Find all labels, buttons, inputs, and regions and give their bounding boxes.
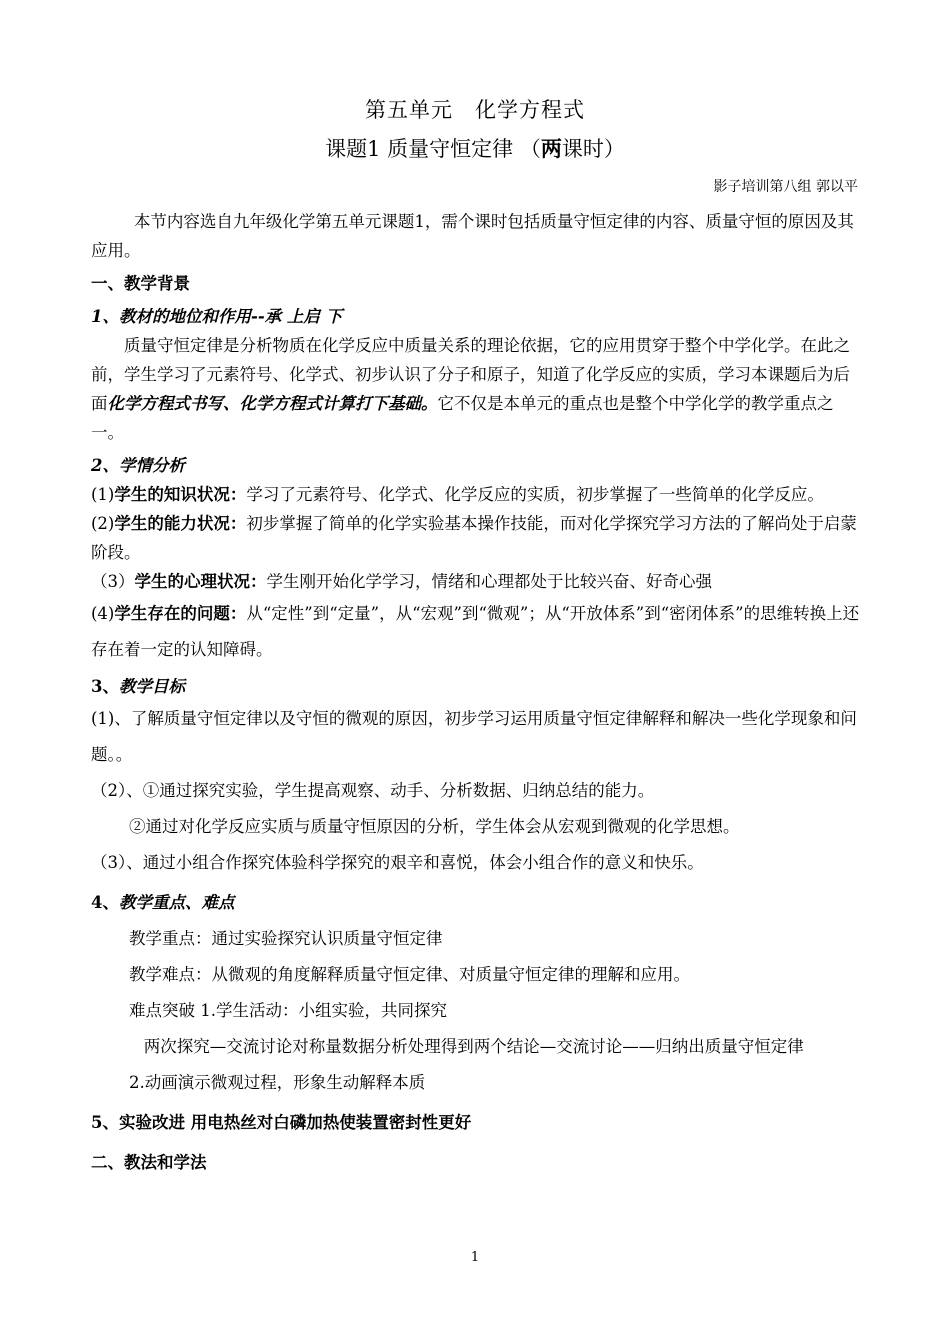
section-heading-background: 一、教学背景 [91,274,190,293]
student-analysis-item [91,480,861,509]
role-text-b: 它不仅是本单元的重点也是整个中学化学的教学重点之一。 [91,394,834,442]
subsection-heading-role: 1、教材的地位和作用--承 上启 下 [91,307,343,326]
goal-item: (1)、了解质量守恒定律以及守恒的微观的原因，初步学习运用质量守恒定律解释和解决一些化学现象和问题。。 [91,709,857,764]
role-text-a: 质量守恒定律是分析物质在化学反应中质量关系的理论依据，它的应用贯穿于整个中学化学。在此之前，学生学习了元素符号、化学式、初步认识了分子和原子，知道了化学反应的实质，学习本课题后为后面 [91,336,850,413]
goals-heading-text: 教学目标 [118,677,185,696]
item-label: 学生存在的问题： [114,604,247,623]
author-line: 影子培训第八组 郭以平 [713,179,858,195]
subsection-heading-key-points [91,885,861,921]
subtitle-post: 课时） [561,137,625,161]
page-number: 1 [470,1250,480,1265]
document-subtitle [0,133,950,163]
section-heading-methods: 二、教法和学法 [91,1153,207,1172]
role-paragraph [91,331,861,447]
subsection-heading-student-analysis: 2、学情分析 [91,456,185,475]
key-points-number: 4、 [91,893,119,912]
intro-paragraph: 本节内容选自九年级化学第五单元课题1，需个课时包括质量守恒定律的内容、质量守恒的原因及其应用。 [91,212,854,260]
item-text: 学生刚开始化学学习，情绪和心理都处于比较兴奋、好奇心强 [266,572,712,591]
item-number: (2) [91,514,115,533]
key-point-text: 教学重点：通过实验探究认识质量守恒定律 [129,929,443,948]
item-label: 学生的知识状况： [114,485,247,504]
subtitle-pre: 课题1 质量守恒定律 （ [325,137,541,161]
item-text: 从“定性”到“定量”，从“宏观”到“微观”；从“开放体系”到“密闭体系”的思维转换上还存在着一定的认知障碍。 [91,604,860,659]
goal-item: ②通过对化学反应实质与质量守恒原因的分析，学生体会从宏观到微观的化学思想。 [129,817,740,836]
subsection-heading-experiment: 5、实验改进 用电热丝对白磷加热使装置密封性更好 [91,1113,472,1132]
document-title: 第五单元 化学方程式 [365,98,585,122]
item-number: （3） [91,572,135,591]
item-label: 学生的心理状况： [134,572,267,591]
breakthrough-animation: 2.动画演示微观过程，形象生动解释本质 [129,1073,426,1092]
item-label: 学生的能力状况： [114,514,247,533]
student-analysis-item [91,567,861,596]
student-analysis-item [91,596,861,668]
subsection-heading-goals [91,672,861,701]
document-body [91,207,861,1181]
role-text-emphasis: 化学方程式书写、化学方程式计算打下基础。 [107,394,438,413]
goal-item: （2）、①通过探究实验，学生提高观察、动手、分析数据、归纳总结的能力。 [91,781,655,800]
breakthrough-detail: 两次探究—交流讨论对称量数据分析处理得到两个结论—交流讨论——归纳出质量守恒定律 [143,1037,804,1056]
key-points-heading-text: 教学重点、难点 [118,893,235,912]
difficulty-text: 教学难点：从微观的角度解释质量守恒定律、对质量守恒定律的理解和应用。 [129,965,690,984]
item-number: (1) [91,485,115,504]
item-text: 学习了元素符号、化学式、化学反应的实质，初步掌握了一些简单的化学反应。 [246,485,824,504]
subtitle-bold: 两 [540,136,562,161]
goal-item: （3）、通过小组合作探究体验科学探究的艰辛和喜悦，体会小组合作的意义和快乐。 [91,853,704,872]
breakthrough-text: 难点突破 1.学生活动：小组实验，共同探究 [129,1001,447,1020]
goals-number: 3、 [91,677,119,696]
item-number: (4) [91,604,115,623]
item-text: 初步掌握了简单的化学实验基本操作技能，而对化学探究学习方法的了解尚处于启蒙阶段。 [91,514,857,562]
student-analysis-item [91,509,861,567]
